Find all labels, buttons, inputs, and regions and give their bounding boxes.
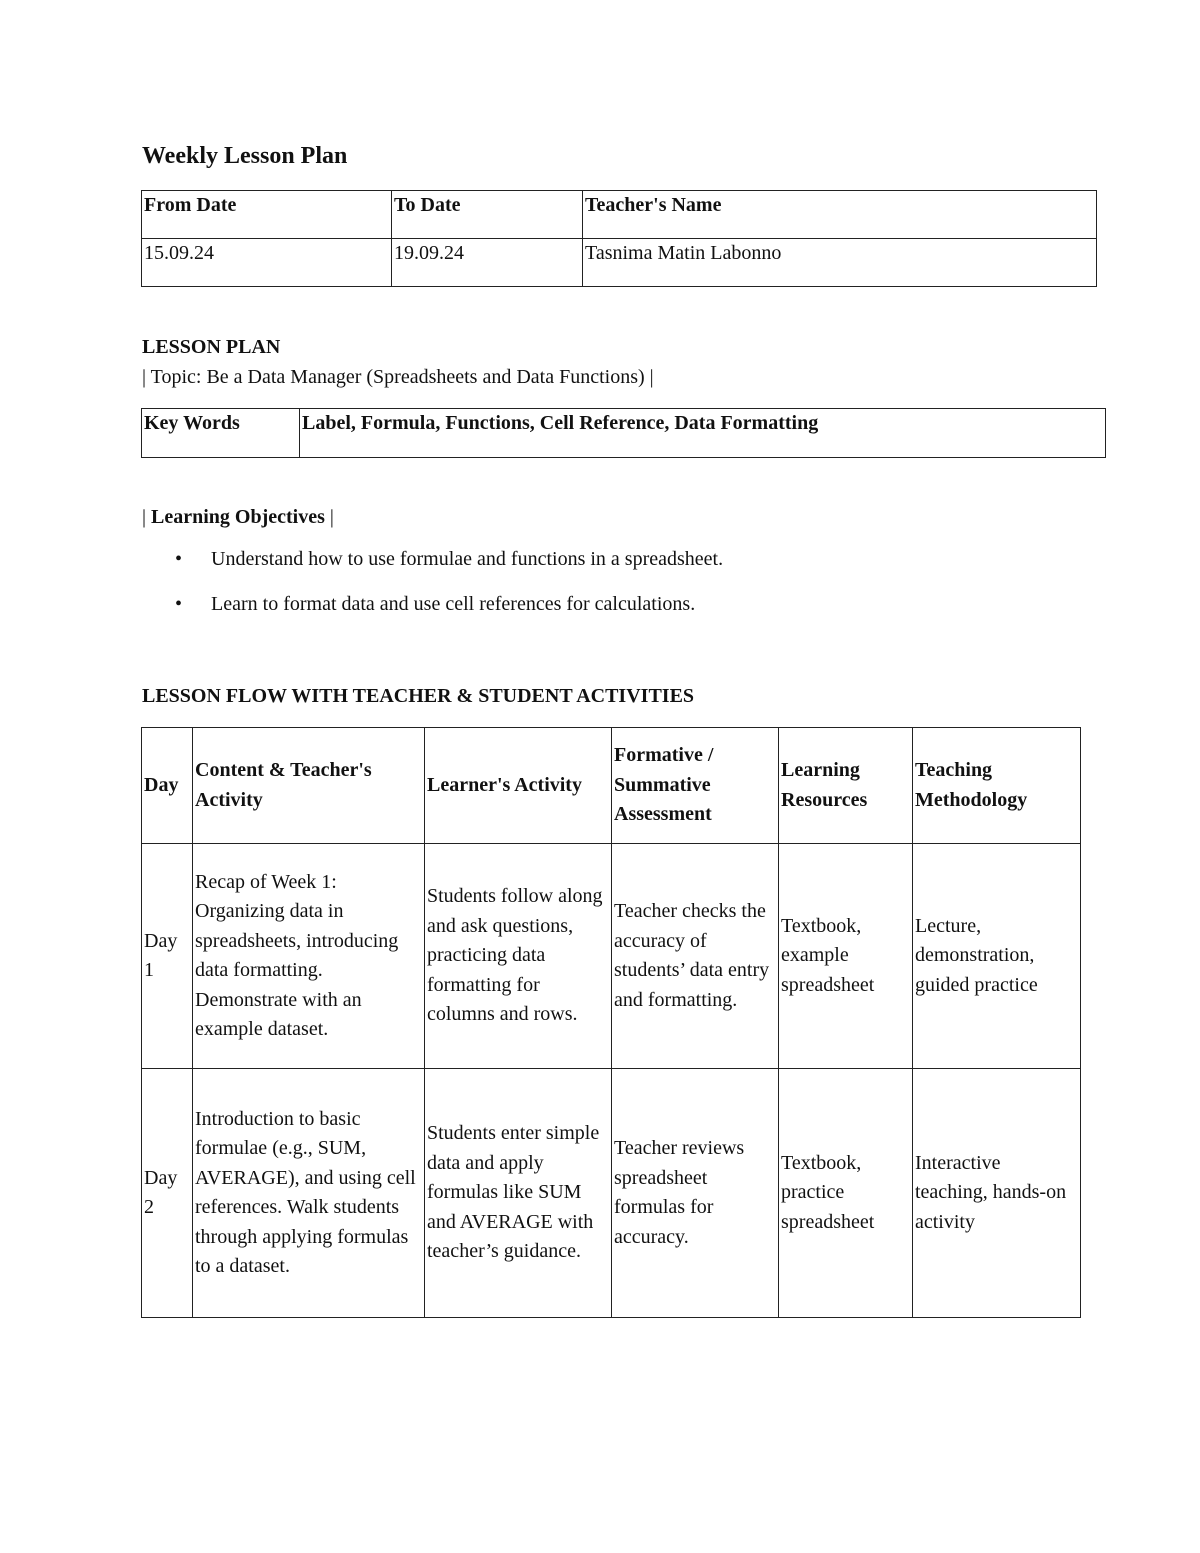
column-header-methodology: Teaching Methodology <box>913 728 1081 844</box>
objectives-heading-text: Learning Objectives <box>151 506 325 528</box>
objectives-heading-suffix: | <box>324 506 334 528</box>
bullet-icon: • <box>175 548 183 570</box>
resources-cell: Textbook, practice spreadsheet <box>779 1069 913 1318</box>
assessment-cell: Teacher checks the accuracy of students’ data entry and formatting. <box>612 844 779 1069</box>
column-header-learner: Learner's Activity <box>425 728 612 844</box>
objective-item <box>142 548 723 593</box>
info-header-row <box>142 191 1097 239</box>
objectives-heading-prefix: | <box>142 506 152 528</box>
content-cell: Recap of Week 1: Organizing data in spreadsheets, introducing data formatting. Demonstrate with an example dataset. <box>193 844 425 1069</box>
topic-line: | Topic: Be a Data Manager (Spreadsheets and Data Functions) | <box>142 366 654 388</box>
day-cell: Day 2 <box>142 1069 193 1318</box>
content-cell: Introduction to basic formulae (e.g., SUM, AVERAGE), and using cell references. Walk students through applying formulas to a dataset. <box>193 1069 425 1318</box>
column-header-day: Day <box>142 728 193 844</box>
info-table <box>141 190 1097 287</box>
teacher-name-header: Teacher's Name <box>583 191 1097 239</box>
column-header-assessment: Formative / Summative Assessment <box>612 728 779 844</box>
column-header-resources: Learning Resources <box>779 728 913 844</box>
objectives-list <box>142 548 723 638</box>
keywords-label: Key Words <box>142 409 300 458</box>
to-date-value: 19.09.24 <box>392 239 583 287</box>
teacher-name-value: Tasnima Matin Labonno <box>583 239 1097 287</box>
keywords-row <box>142 409 1106 458</box>
methodology-cell: Interactive teaching, hands-on activity <box>913 1069 1081 1318</box>
from-date-header: From Date <box>142 191 392 239</box>
table-row <box>142 844 1081 1069</box>
lesson-flow-table <box>141 727 1081 1318</box>
bullet-icon: • <box>175 593 183 615</box>
day-cell: Day 1 <box>142 844 193 1069</box>
to-date-header: To Date <box>392 191 583 239</box>
from-date-value: 15.09.24 <box>142 239 392 287</box>
objective-text: Learn to format data and use cell references for calculations. <box>211 593 696 615</box>
objective-text: Understand how to use formulae and functions in a spreadsheet. <box>211 548 724 570</box>
lesson-plan-heading: LESSON PLAN <box>142 336 281 358</box>
lesson-flow-header-row <box>142 728 1081 844</box>
lesson-flow-heading: LESSON FLOW WITH TEACHER & STUDENT ACTIVITIES <box>142 685 695 707</box>
column-header-content: Content & Teacher's Activity <box>193 728 425 844</box>
objective-item <box>142 593 723 638</box>
document-title: Weekly Lesson Plan <box>142 143 348 169</box>
learner-cell: Students enter simple data and apply formulas like SUM and AVERAGE with teacher’s guidance. <box>425 1069 612 1318</box>
assessment-cell: Teacher reviews spreadsheet formulas for accuracy. <box>612 1069 779 1318</box>
objectives-heading <box>142 506 334 529</box>
info-value-row <box>142 239 1097 287</box>
table-row <box>142 1069 1081 1318</box>
learner-cell: Students follow along and ask questions, practicing data formatting for columns and rows. <box>425 844 612 1069</box>
keywords-table <box>141 408 1106 458</box>
methodology-cell: Lecture, demonstration, guided practice <box>913 844 1081 1069</box>
keywords-value: Label, Formula, Functions, Cell Reference, Data Formatting <box>300 409 1106 458</box>
resources-cell: Textbook, example spreadsheet <box>779 844 913 1069</box>
